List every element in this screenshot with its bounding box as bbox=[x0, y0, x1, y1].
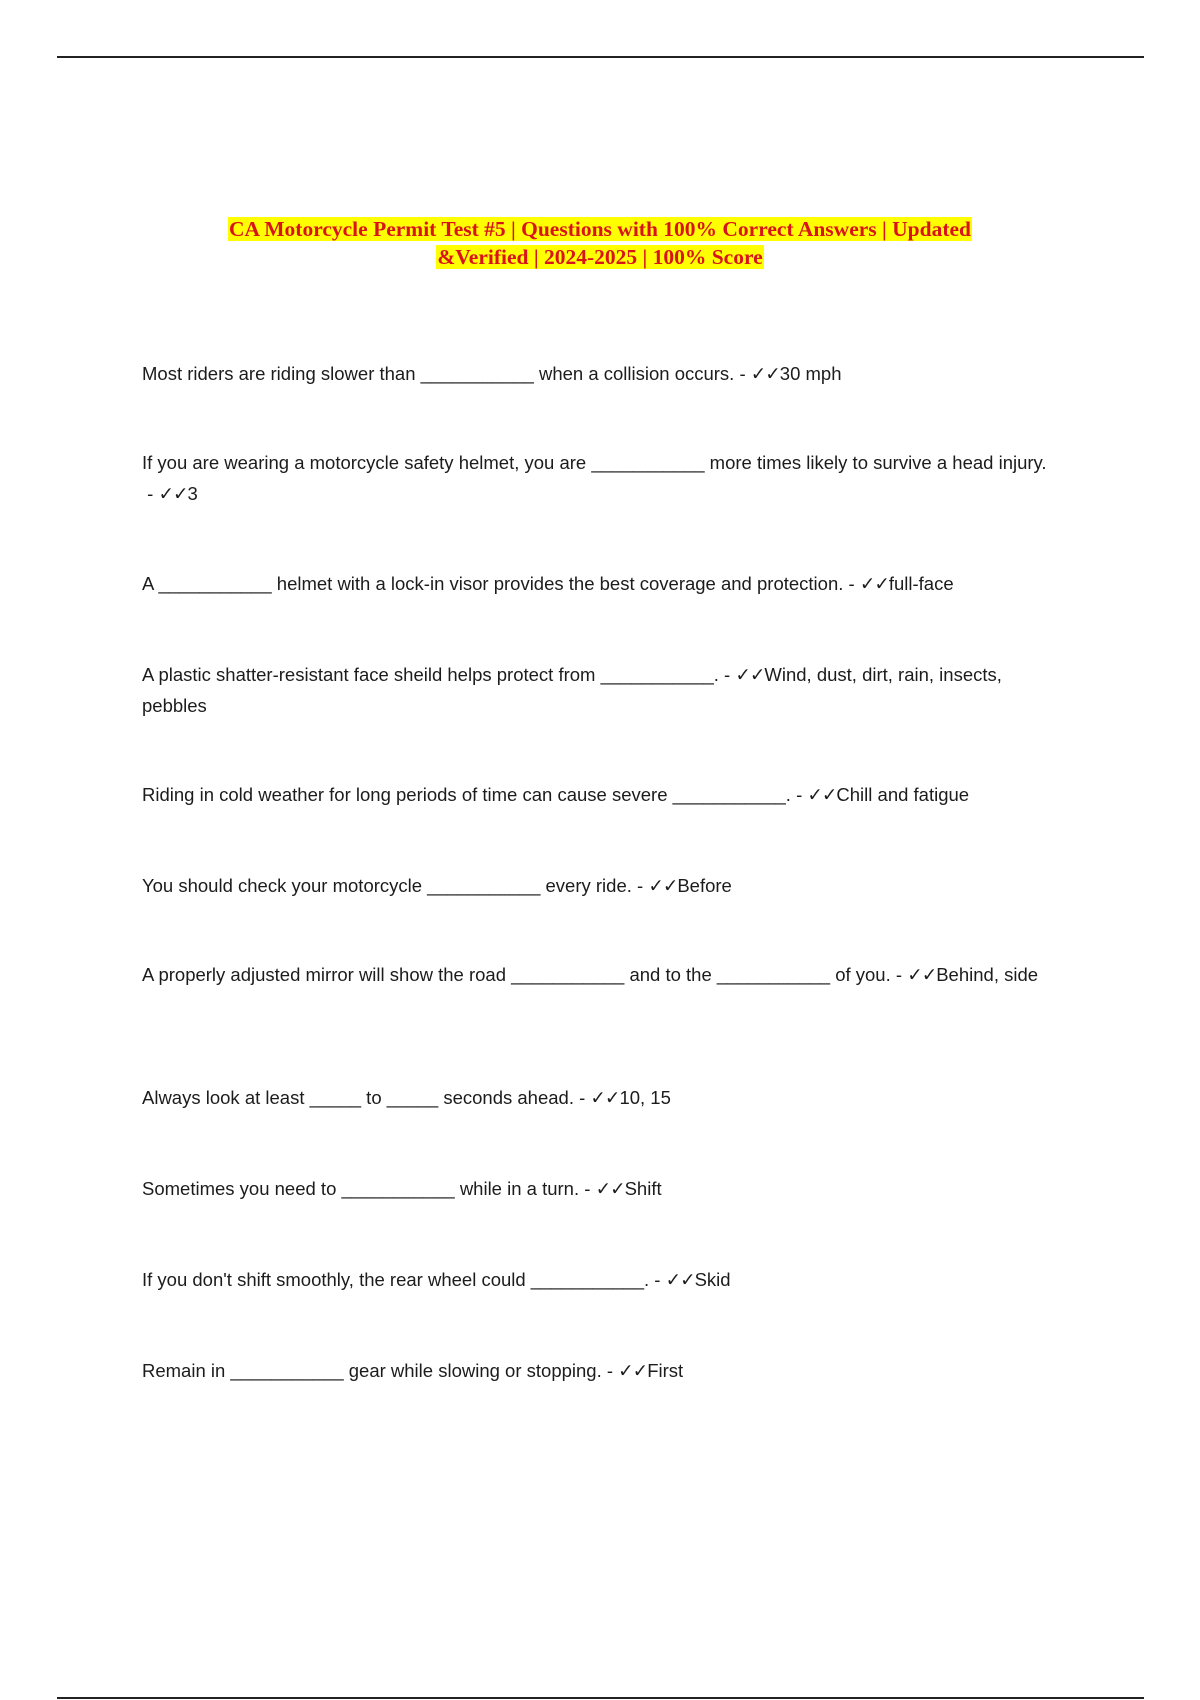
question-text: If you are wearing a motorcycle safety helmet, you are ___________ more times likely to survive a head injury. bbox=[142, 452, 1047, 473]
answer-text: Before bbox=[677, 875, 732, 896]
bottom-rule bbox=[57, 1697, 1144, 1699]
answer-text: 3 bbox=[187, 483, 198, 504]
check-icon: ✓✓ bbox=[750, 363, 780, 384]
question-text: Always look at least _____ to _____ seconds ahead. bbox=[142, 1087, 574, 1108]
check-icon: ✓✓ bbox=[859, 573, 889, 594]
answer-separator: - bbox=[601, 1360, 619, 1381]
answer-separator: - bbox=[649, 1269, 666, 1290]
answer-separator: - bbox=[718, 664, 736, 685]
check-icon: ✓✓ bbox=[665, 1269, 695, 1290]
answer-text: full-face bbox=[888, 573, 954, 594]
check-icon: ✓✓ bbox=[618, 1360, 648, 1381]
check-icon: ✓✓ bbox=[648, 875, 678, 896]
answer-text: Wind, dust, dirt, rain, insects, pebbles bbox=[142, 664, 1002, 716]
answer-text: 30 mph bbox=[779, 363, 842, 384]
question-text: Remain in ___________ gear while slowing or stopping. bbox=[142, 1360, 602, 1381]
question-text: Riding in cold weather for long periods of time can cause severe ___________. bbox=[142, 784, 791, 805]
check-icon: ✓✓ bbox=[807, 784, 837, 805]
answer-text: 10, 15 bbox=[619, 1087, 671, 1108]
question-text: A properly adjusted mirror will show the road ___________ and to the ___________ of you. bbox=[142, 964, 891, 985]
question-text: A plastic shatter-resistant face sheild helps protect from ___________. bbox=[142, 664, 719, 685]
qa-item-2 bbox=[142, 447, 1062, 509]
title-line-1: CA Motorcycle Permit Test #5 | Questions with 100% Correct Answers | Updated bbox=[229, 217, 971, 241]
qa-item-7 bbox=[142, 959, 1062, 990]
qa-item-5 bbox=[142, 779, 1062, 810]
answer-separator: - bbox=[843, 573, 860, 594]
question-text: Most riders are riding slower than ___________ when a collision occurs. bbox=[142, 363, 735, 384]
check-icon: ✓✓ bbox=[158, 483, 188, 504]
qa-item-1 bbox=[142, 358, 1062, 389]
title-line-2: &Verified | 2024-2025 | 100% Score bbox=[437, 245, 763, 269]
check-icon: ✓✓ bbox=[590, 1087, 620, 1108]
question-text: If you don't shift smoothly, the rear wheel could ___________. bbox=[142, 1269, 650, 1290]
answer-text: First bbox=[647, 1360, 684, 1381]
question-text: You should check your motorcycle ___________ every ride. bbox=[142, 875, 632, 896]
answer-separator: - bbox=[734, 363, 751, 384]
qa-item-8 bbox=[142, 1082, 1062, 1113]
check-icon: ✓✓ bbox=[735, 664, 765, 685]
answer-text: Chill and fatigue bbox=[836, 784, 970, 805]
answer-text: Shift bbox=[624, 1178, 662, 1199]
check-icon: ✓✓ bbox=[907, 964, 937, 985]
answer-text: Behind, side bbox=[936, 964, 1039, 985]
top-rule bbox=[57, 56, 1144, 58]
qa-item-11 bbox=[142, 1355, 1062, 1386]
question-text: Sometimes you need to ___________ while in a turn. bbox=[142, 1178, 580, 1199]
qa-item-3 bbox=[142, 568, 1062, 599]
question-text: A ___________ helmet with a lock-in visor provides the best coverage and protection. bbox=[142, 573, 844, 594]
qa-item-6 bbox=[142, 870, 1062, 901]
answer-separator: - bbox=[573, 1087, 591, 1108]
document-title bbox=[100, 215, 1100, 271]
answer-separator: - bbox=[142, 483, 159, 504]
answer-separator: - bbox=[790, 784, 808, 805]
answer-separator: - bbox=[631, 875, 649, 896]
qa-item-10 bbox=[142, 1264, 1062, 1295]
answer-separator: - bbox=[890, 964, 908, 985]
answer-text: Skid bbox=[694, 1269, 731, 1290]
qa-item-4 bbox=[142, 659, 1062, 721]
check-icon: ✓✓ bbox=[595, 1178, 625, 1199]
answer-separator: - bbox=[579, 1178, 596, 1199]
qa-item-9 bbox=[142, 1173, 1062, 1204]
